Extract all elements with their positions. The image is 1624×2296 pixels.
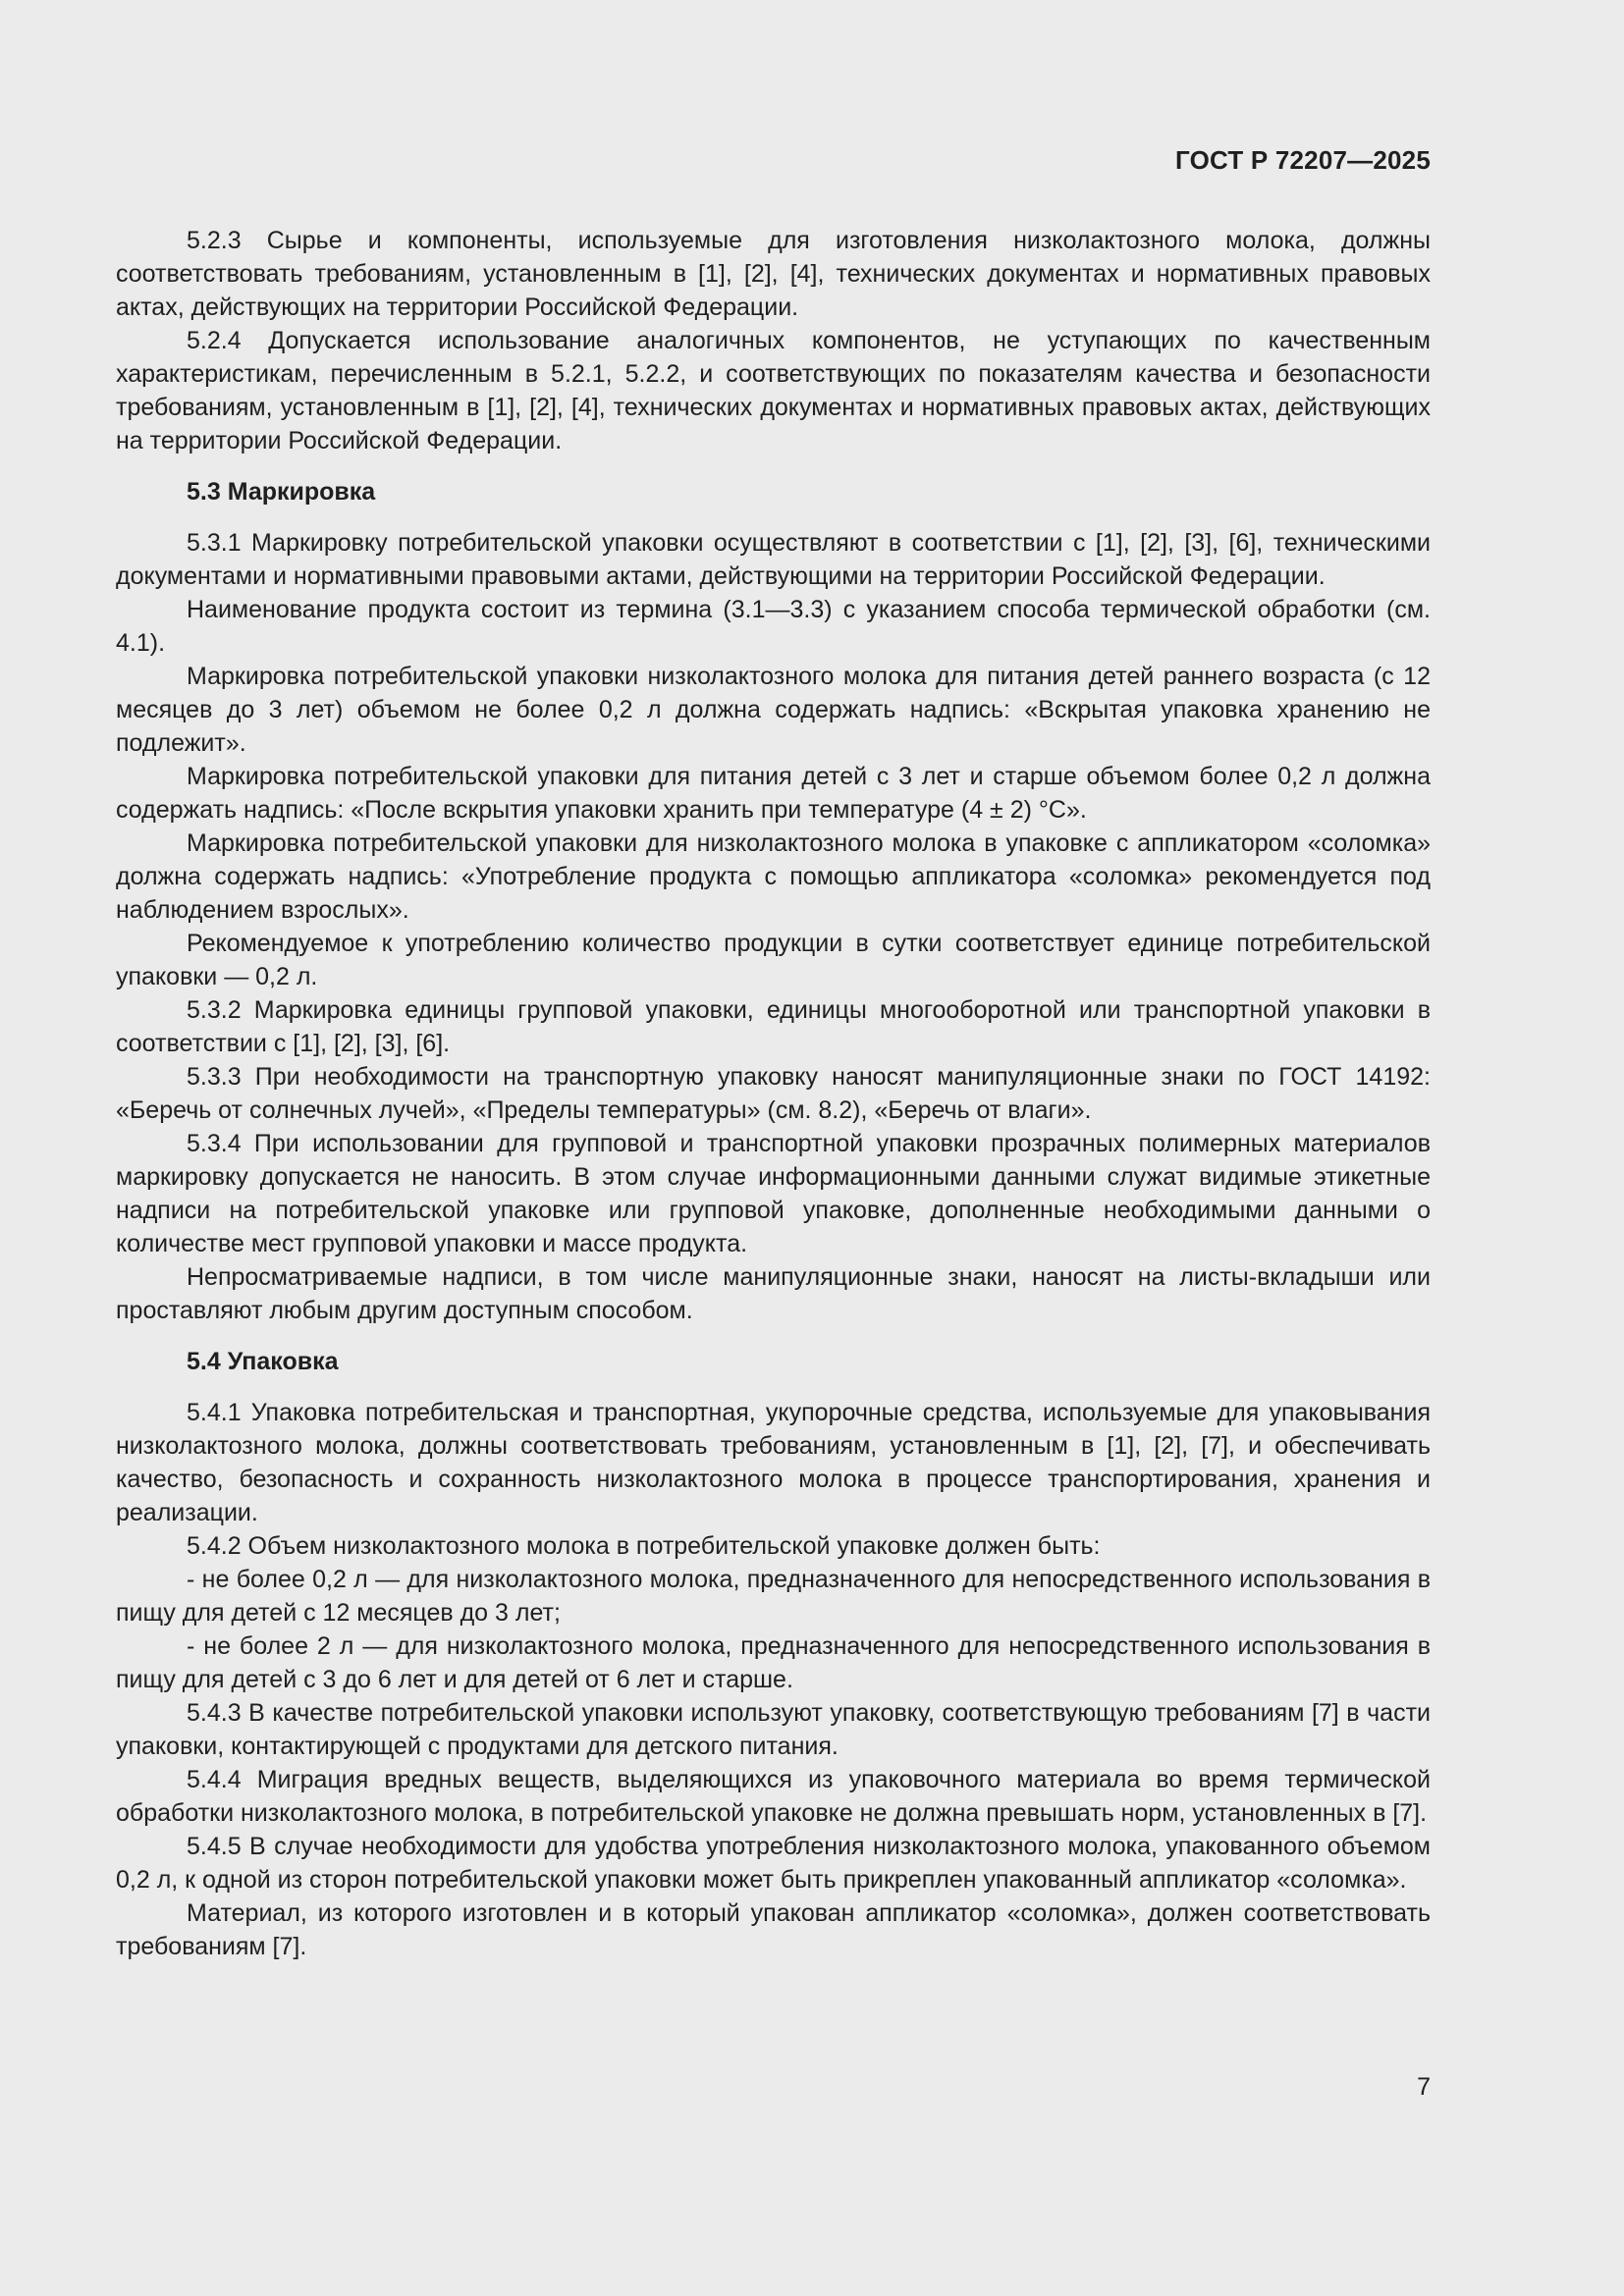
paragraph-5-3-3: 5.3.3 При необходимости на транспортную упаковку наносят манипуляционные знаки по ГОСТ 14192: «Беречь от солнечных лучей», «Пределы температуры» (см. 8.2), «Беречь от влаги». xyxy=(116,1063,1431,1124)
paragraph-5-2-3: 5.2.3 Сырье и компоненты, используемые для изготовления низколактозного молока, должны соответствовать требованиям, установленным в [1], [2], [4], технических документах и нормативных правовых актах, действующих на территории Российской Федерации. xyxy=(116,227,1431,321)
paragraph: Рекомендуемое к употреблению количество продукции в сутки соответствует единице потребительской упаковки — 0,2 л. xyxy=(116,930,1431,990)
section-heading-marking: 5.3 Маркировка xyxy=(187,478,376,506)
list-item: - не более 2 л — для низколактозного молока, предназначенного для непосредственного использования в пищу для детей с 3 до 6 лет и для детей от 6 лет и старше. xyxy=(116,1632,1431,1693)
paragraph: Маркировка потребительской упаковки для низколактозного молока в упаковке с аппликатором «соломка» должна содержать надпись: «Употребление продукта с помощью аппликатора «соломка» рекомендуется под наблюдением взрослых». xyxy=(116,829,1431,924)
paragraph-5-4-2: 5.4.2 Объем низколактозного молока в потребительской упаковке должен быть: xyxy=(187,1532,1101,1560)
paragraph: Непросматриваемые надписи, в том числе манипуляционные знаки, наносят на листы-вкладыши или проставляют любым другим доступным способом. xyxy=(116,1263,1431,1324)
list-item: - не более 0,2 л — для низколактозного молока, предназначенного для непосредственного использования в пищу для детей с 12 месяцев до 3 лет; xyxy=(116,1566,1431,1627)
paragraph-5-3-4: 5.3.4 При использовании для групповой и транспортной упаковки прозрачных полимерных материалов маркировку допускается не наносить. В этом случае информационными данными служат видимые этикетные надписи на потребительской упаковке или групповой упаковке, дополненные необходимыми данными о количестве мест групповой упаковки и массе продукта. xyxy=(116,1130,1431,1257)
paragraph-5-3-1: 5.3.1 Маркировку потребительской упаковки осуществляют в соответствии с [1], [2], [3], [6], техническими документами и нормативными правовыми актами, действующими на территории Российской Федерации. xyxy=(116,529,1431,590)
document-header: ГОСТ Р 72207—2025 xyxy=(1175,145,1431,175)
paragraph-5-3-2: 5.3.2 Маркировка единицы групповой упаковки, единицы многооборотной или транспортной упаковки в соответствии с [1], [2], [3], [6]. xyxy=(116,996,1431,1057)
section-heading-packaging: 5.4 Упаковка xyxy=(187,1348,339,1375)
paragraph-5-2-4: 5.2.4 Допускается использование аналогичных компонентов, не уступающих по качественным характеристикам, перечисленным в 5.2.1, 5.2.2, и соответствующих по показателям качества и безопасности требованиям, установленным в [1], [2], [4], технических документах и нормативных правовых актах, действующих на территории Российской Федерации. xyxy=(116,327,1431,454)
paragraph-5-4-3: 5.4.3 В качестве потребительской упаковки используют упаковку, соответствующую требованиям [7] в части упаковки, контактирующей с продуктами для детского питания. xyxy=(116,1699,1431,1760)
document-body xyxy=(116,224,1431,1963)
paragraph: Наименование продукта состоит из термина (3.1—3.3) с указанием способа термической обработки (см. 4.1). xyxy=(116,596,1431,657)
paragraph: Материал, из которого изготовлен и в который упакован аппликатор «соломка», должен соответствовать требованиям [7]. xyxy=(116,1899,1431,1960)
paragraph: Маркировка потребительской упаковки для питания детей с 3 лет и старше объемом более 0,2 л должна содержать надпись: «После вскрытия упаковки хранить при температуре (4 ± 2) °С». xyxy=(116,763,1431,824)
paragraph-5-4-1: 5.4.1 Упаковка потребительская и транспортная, укупорочные средства, используемые для упаковывания низколактозного молока, должны соответствовать требованиям, установленным в [1], [2], [7], и обеспечивать качество, безопасность и сохранность низколактозного молока в процессе транспортирования, хранения и реализации. xyxy=(116,1399,1431,1526)
paragraph: Маркировка потребительской упаковки низколактозного молока для питания детей раннего возраста (с 12 месяцев до 3 лет) объемом не более 0,2 л должна содержать надпись: «Вскрытая упаковка хранению не подлежит». xyxy=(116,663,1431,757)
page-number: 7 xyxy=(1417,2073,1431,2101)
paragraph-5-4-5: 5.4.5 В случае необходимости для удобства употребления низколактозного молока, упакованного объемом 0,2 л, к одной из сторон потребительской упаковки может быть прикреплен упакованный аппликатор «соломка». xyxy=(116,1833,1431,1894)
paragraph-5-4-4: 5.4.4 Миграция вредных веществ, выделяющихся из упаковочного материала во время термической обработки низколактозного молока, в потребительской упаковке не должна превышать норм, установленных в [7]. xyxy=(116,1766,1431,1827)
